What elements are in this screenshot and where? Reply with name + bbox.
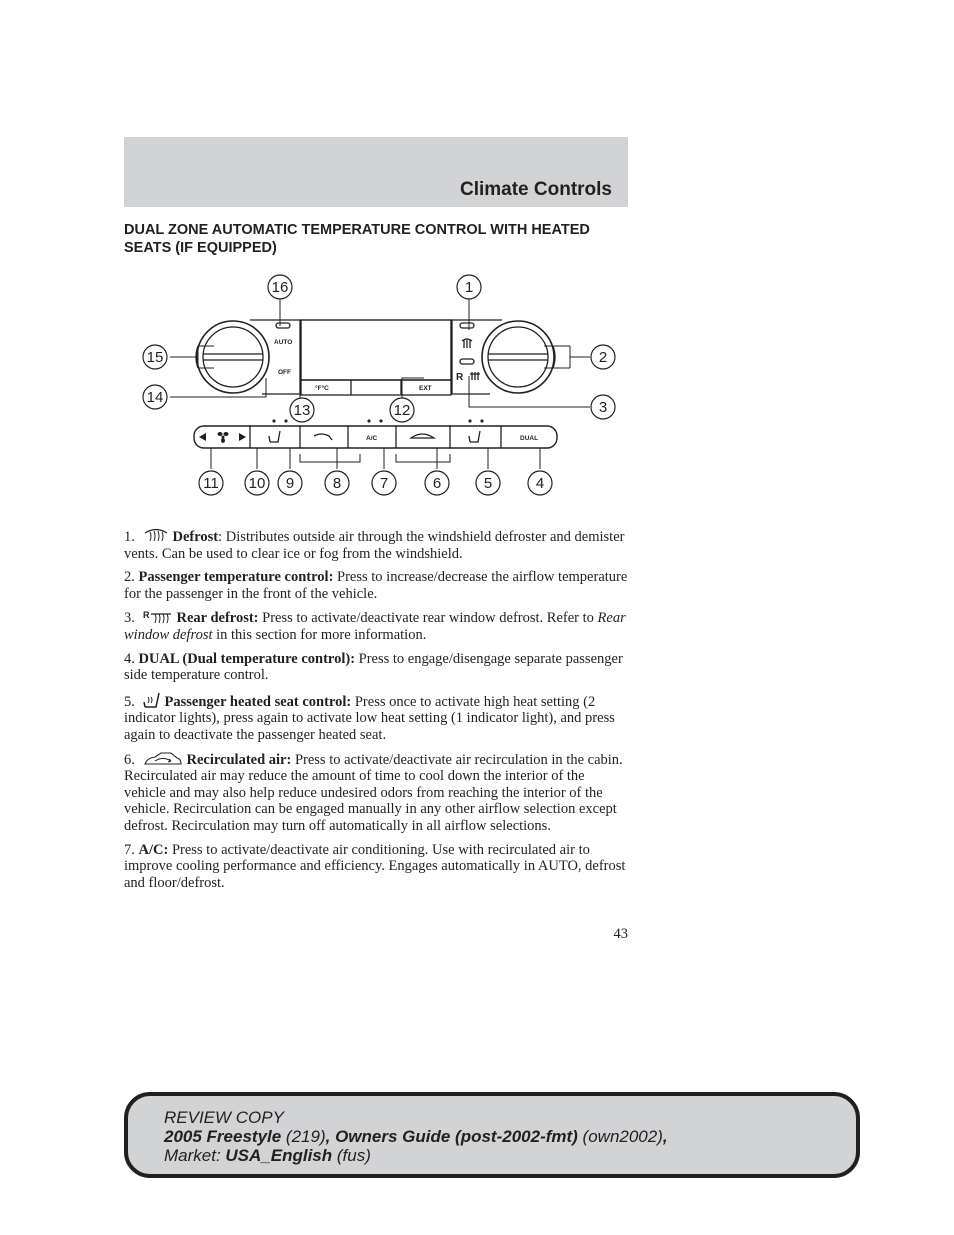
svg-text:5: 5	[483, 475, 493, 492]
section-heading: DUAL ZONE AUTOMATIC TEMPERATURE CONTROL WITH HEATED SEATS (IF EQUIPPED)	[124, 222, 590, 256]
review-copy-footer	[124, 1092, 860, 1178]
publication-line: 2005 Freestyle (219), Owners Guide (post-2002-fmt) (own2002),	[164, 1127, 668, 1146]
svg-text:6: 6	[432, 475, 442, 492]
recirculation-icon	[411, 434, 434, 438]
floor-vent-icon	[314, 434, 332, 440]
fan-icon	[218, 432, 229, 443]
passenger-heated-seat-icon	[469, 431, 480, 442]
heated-seat-icon	[143, 691, 161, 709]
market-line: Market: USA_English (fus)	[164, 1146, 371, 1165]
recirculated-air-icon	[143, 751, 183, 767]
list-item: 4. DUAL (Dual temperature control): Press to engage/disengage separate passenger side temperature control.	[124, 650, 623, 684]
svg-text:9: 9	[285, 475, 295, 492]
climate-control-diagram	[124, 268, 628, 504]
off-label: OFF	[278, 369, 291, 376]
svg-text:3: 3	[598, 399, 608, 416]
list-item: 1. Defrost: Distributes outside air through the windshield defroster and demister vents. Can be used to clear ice or fog from the windshield.	[124, 529, 625, 562]
svg-text:10: 10	[248, 475, 266, 492]
svg-text:16: 16	[271, 279, 289, 296]
rear-label: R	[456, 372, 464, 383]
ext-label: EXT	[419, 385, 432, 392]
svg-text:7: 7	[379, 475, 389, 492]
defrost-button-icon	[462, 339, 472, 348]
svg-text:2: 2	[598, 349, 608, 366]
svg-text:R: R	[142, 610, 149, 621]
svg-text:14: 14	[146, 389, 164, 406]
windshield-icon-right	[460, 323, 474, 328]
list-item: 3. R Rear defrost: Press to activate/deactivate rear window defrost. Refer to Rear window defrost in this section for more information.	[124, 610, 626, 643]
page-number: 43	[613, 926, 628, 942]
defrost-icon	[143, 528, 169, 544]
header-bar	[124, 137, 628, 207]
list-item: 5. Passenger heated seat control: Press once to activate high heat setting (2 indicator lights), press again to activate low heat setting (1 indicator light), and press again to deactivate the passenger heated seat.	[124, 691, 628, 744]
list-item: 6. Recirculated air: Press to activate/deactivate air recirculation in the cabin. Recirculated air may reduce the amount of time to cool down the interior of the vehicle and may also help reduce undesired odors from reaching the interior of the vehicle. Recirculation can be engaged manually in any other airflow selection except defrost. Recirculation may turn off automatically in all airflow selections.	[124, 751, 623, 834]
svg-text:12: 12	[393, 402, 411, 419]
svg-text:13: 13	[293, 402, 311, 419]
rear-defrost-button-icon	[470, 372, 480, 380]
passenger-temp-knob	[482, 321, 554, 393]
svg-text:1: 1	[464, 279, 474, 296]
page-title: Climate Controls	[459, 179, 612, 200]
driver-temp-knob	[197, 321, 269, 393]
ac-label: A/C	[366, 435, 378, 442]
dual-label: DUAL	[520, 435, 539, 442]
rear-defrost-icon	[143, 609, 173, 625]
svg-text:11: 11	[203, 475, 219, 492]
windshield-icon-left	[276, 323, 290, 328]
temperature-display	[301, 320, 451, 380]
review-copy-label: REVIEW COPY	[164, 1108, 284, 1127]
svg-text:15: 15	[146, 349, 164, 366]
body-text	[124, 528, 628, 898]
svg-text:4: 4	[535, 475, 545, 492]
svg-text:8: 8	[332, 475, 342, 492]
temp-unit-label: °F°C	[315, 385, 329, 392]
list-item: 7. A/C: Press to activate/deactivate air conditioning. Use with recirculated air to improve cooling performance and efficiency. Engages automatically in AUTO, defrost and floor/defrost.	[124, 841, 626, 891]
list-item: 2. Passenger temperature control: Press to increase/decrease the airflow temperature for the passenger in the front of the vehicle.	[124, 569, 628, 602]
auto-label: AUTO	[274, 339, 293, 346]
driver-heated-seat-icon	[269, 431, 280, 442]
